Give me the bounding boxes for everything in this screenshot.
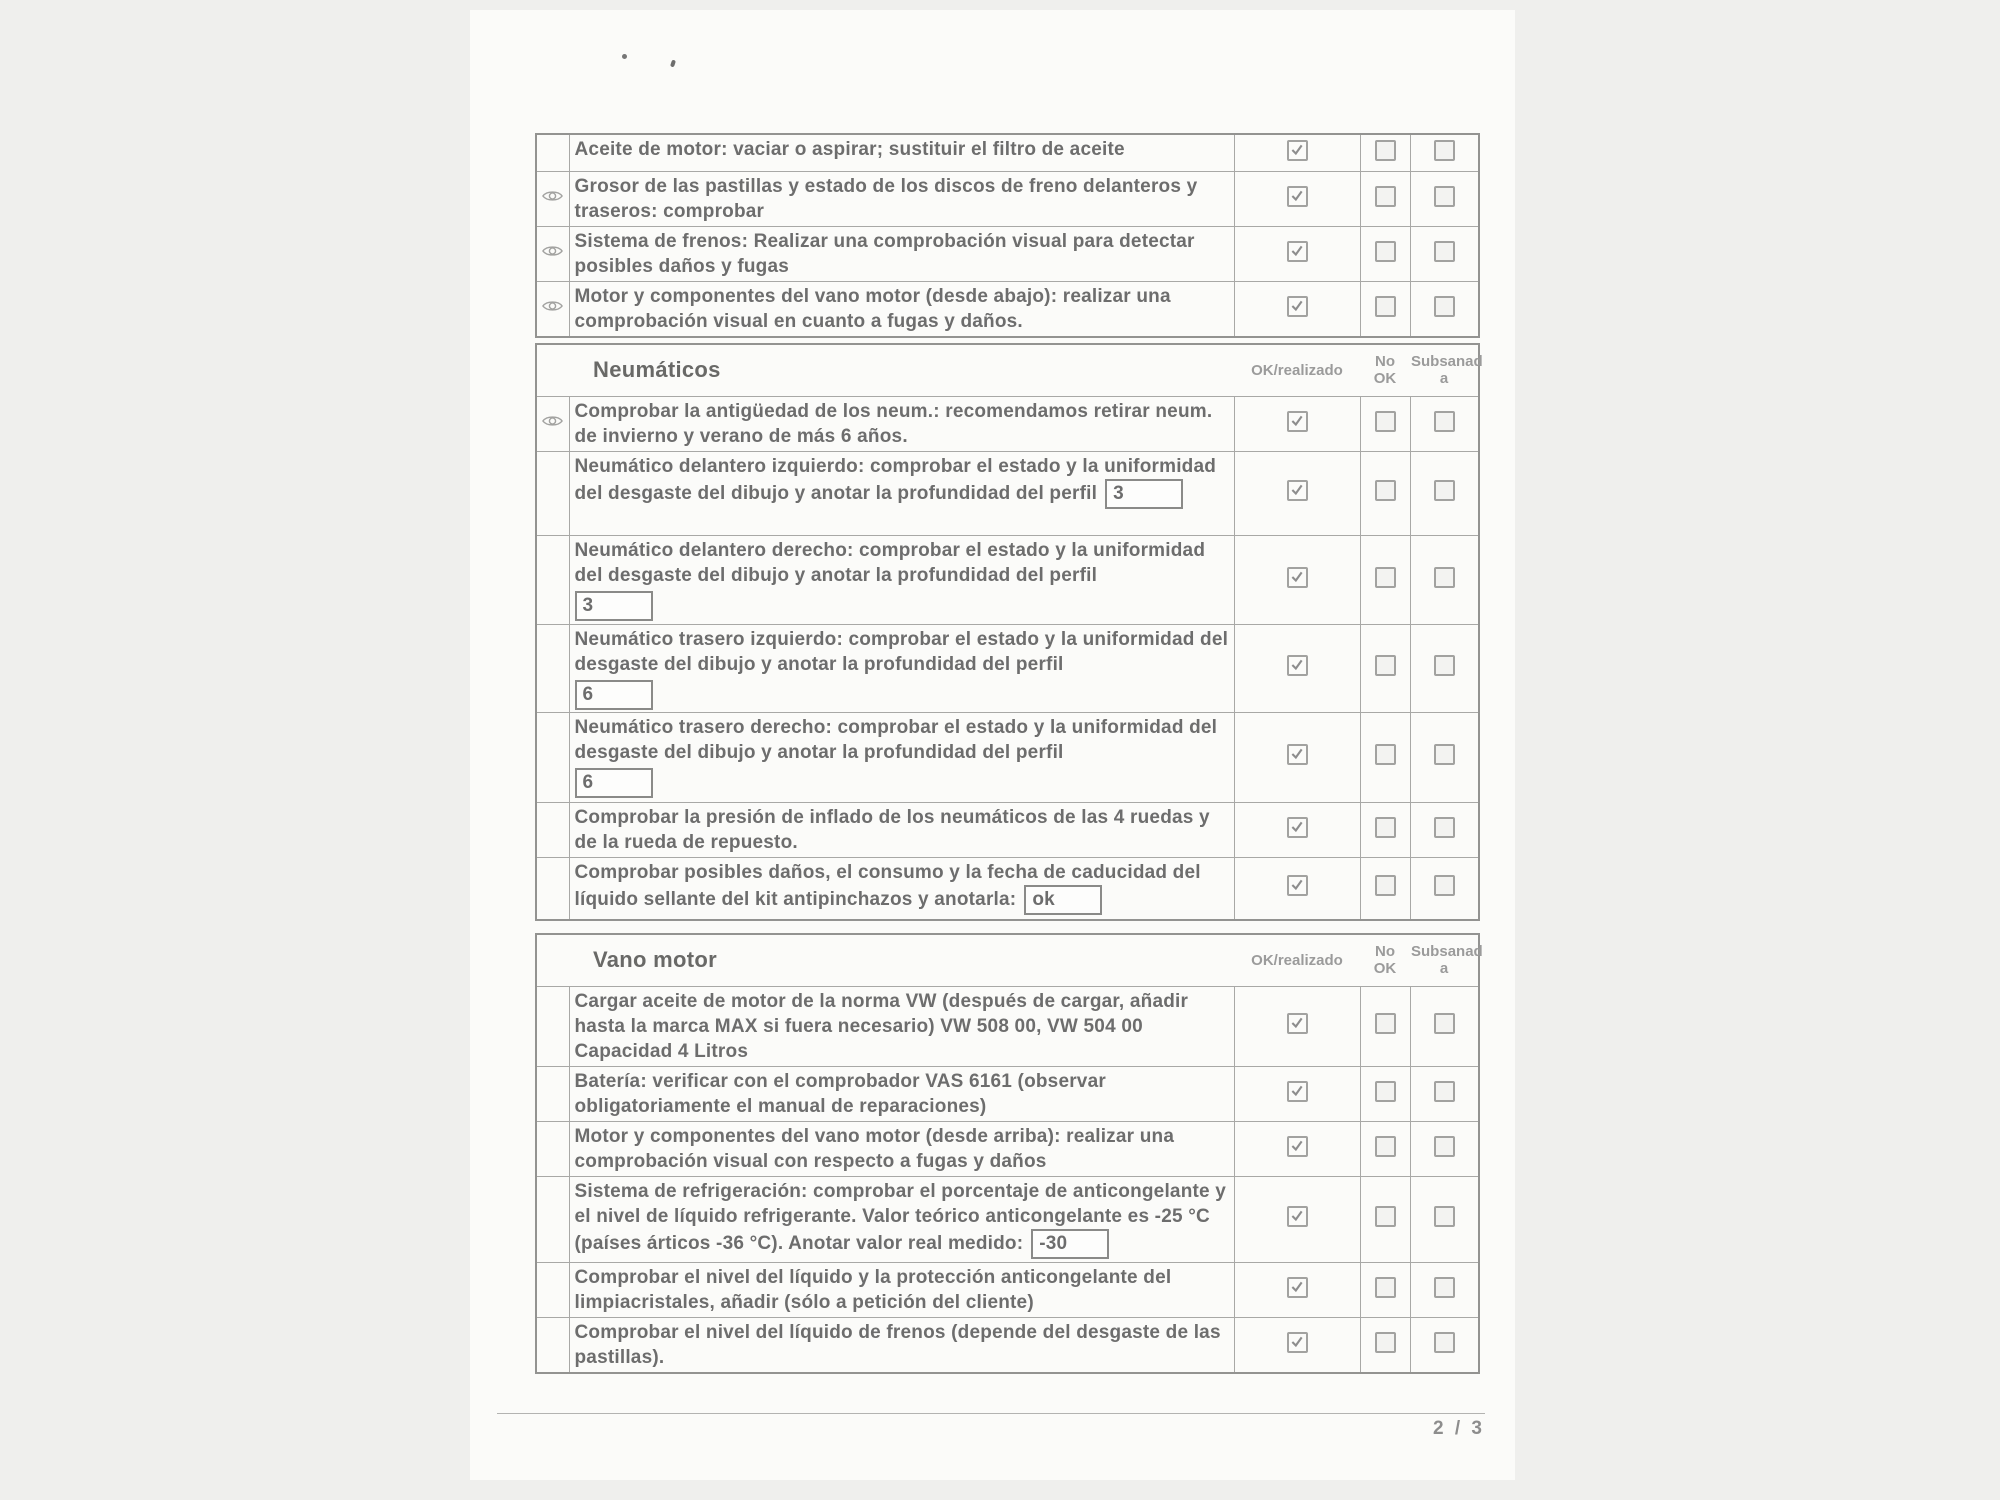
checkbox-subsanado[interactable] [1434, 1081, 1455, 1102]
row-grosor-pastillas [536, 171, 1479, 226]
checkbox-subsanado[interactable] [1434, 817, 1455, 838]
checkbox-subsanado[interactable] [1434, 140, 1455, 161]
row-cargar-aceite [536, 986, 1479, 1066]
checkbox-no-ok[interactable] [1375, 1013, 1396, 1034]
task-text: Motor y componentes del vano motor (desde abajo): realizar una comprobación visual en cuanto a fugas y daños. [574, 285, 1171, 332]
checkbox-ok-realizado[interactable] [1287, 186, 1308, 207]
checkbox-subsanado[interactable] [1434, 296, 1455, 317]
checkbox-subsanado[interactable] [1434, 411, 1455, 432]
checkbox-subsanado[interactable] [1434, 1332, 1455, 1353]
checkbox-no-ok[interactable] [1375, 1081, 1396, 1102]
task-text: Neumático trasero derecho: comprobar el estado y la uniformidad del desgaste del dibujo y anotar la profundidad del perfil [574, 716, 1218, 763]
checkbox-no-ok[interactable] [1375, 1136, 1396, 1157]
column-header-subsanado: Subsanad a [1410, 934, 1479, 986]
section-title-vano-motor: Vano motor [536, 934, 1234, 986]
checkbox-ok-realizado[interactable] [1287, 744, 1308, 765]
checkbox-ok-realizado[interactable] [1287, 411, 1308, 432]
input-profundidad-delantero-derecho[interactable]: 3 [575, 591, 653, 621]
task-text: Batería: verificar con el comprobador VAS 6161 (observar obligatoriamente el manual de reparaciones) [574, 1070, 1106, 1117]
eye-icon [541, 188, 564, 204]
section-header-row [536, 344, 1479, 396]
column-header-ok-realizado: OK/realizado [1234, 344, 1360, 396]
eye-icon [541, 243, 564, 259]
task-text: Comprobar la presión de inflado de los neumáticos de las 4 ruedas y de la rueda de repuesto. [574, 806, 1210, 853]
input-profundidad-trasero-izquierdo[interactable]: 6 [575, 680, 653, 710]
row-neumatico-delantero-izquierdo [536, 451, 1479, 535]
task-text: Motor y componentes del vano motor (desde arriba): realizar una comprobación visual con respecto a fugas y daños [574, 1125, 1175, 1172]
page-number: 2 / 3 [1433, 1418, 1485, 1439]
checkbox-no-ok[interactable] [1375, 480, 1396, 501]
checkbox-ok-realizado[interactable] [1287, 567, 1308, 588]
checkbox-no-ok[interactable] [1375, 296, 1396, 317]
row-liquido-frenos [536, 1317, 1479, 1373]
task-text: Grosor de las pastillas y estado de los discos de freno delanteros y traseros: comprobar [574, 175, 1198, 222]
checkbox-ok-realizado[interactable] [1287, 1332, 1308, 1353]
row-bateria [536, 1066, 1479, 1121]
column-header-no-ok: No OK [1360, 344, 1410, 396]
checkbox-ok-realizado[interactable] [1287, 241, 1308, 262]
checkbox-no-ok[interactable] [1375, 567, 1396, 588]
checkbox-ok-realizado[interactable] [1287, 1081, 1308, 1102]
row-sistema-refrigeracion [536, 1176, 1479, 1262]
input-caducidad-liquido-sellante[interactable]: ok [1024, 885, 1102, 915]
checkbox-no-ok[interactable] [1375, 1206, 1396, 1227]
checkbox-no-ok[interactable] [1375, 186, 1396, 207]
ink-speck [622, 54, 627, 59]
column-header-subsanado: Subsanad a [1410, 344, 1479, 396]
task-text: Sistema de refrigeración: comprobar el porcentaje de anticongelante y el nivel de líquido refrigerante. Valor teórico anticongelante es -25 °C (países árticos -36 °C). Anotar valor real medido: [574, 1180, 1227, 1254]
checkbox-subsanado[interactable] [1434, 1206, 1455, 1227]
checkbox-subsanado[interactable] [1434, 186, 1455, 207]
input-valor-real-medido[interactable]: -30 [1031, 1229, 1109, 1259]
task-text: Sistema de frenos: Realizar una comprobación visual para detectar posibles daños y fugas [574, 230, 1195, 277]
checkbox-no-ok[interactable] [1375, 411, 1396, 432]
task-text: Neumático delantero izquierdo: comprobar el estado y la uniformidad del desgaste del dibujo y anotar la profundidad del perfil [574, 455, 1217, 504]
checkbox-ok-realizado[interactable] [1287, 1136, 1308, 1157]
task-text: Aceite de motor: vaciar o aspirar; sustituir el filtro de aceite [574, 139, 1125, 160]
checkbox-ok-realizado[interactable] [1287, 817, 1308, 838]
row-motor-vano-abajo [536, 281, 1479, 337]
row-neumatico-trasero-derecho [536, 712, 1479, 802]
checkbox-ok-realizado[interactable] [1287, 1277, 1308, 1298]
task-text: Comprobar posibles daños, el consumo y la fecha de caducidad del líquido sellante del kit antipinchazos y anotarla: [574, 861, 1201, 910]
task-text: Neumático delantero derecho: comprobar el estado y la uniformidad del desgaste del dibujo y anotar la profundidad del perfil [574, 539, 1206, 586]
checkbox-no-ok[interactable] [1375, 140, 1396, 161]
checkbox-ok-realizado[interactable] [1287, 480, 1308, 501]
scanned-page [470, 10, 1515, 1480]
task-text: Comprobar el nivel del líquido de frenos (depende del desgaste de las pastillas). [574, 1321, 1221, 1368]
checkbox-ok-realizado[interactable] [1287, 875, 1308, 896]
task-text: Comprobar el nivel del líquido y la protección anticongelante del limpiacristales, añadir (sólo a petición del cliente) [574, 1266, 1172, 1313]
checkbox-subsanado[interactable] [1434, 480, 1455, 501]
checkbox-no-ok[interactable] [1375, 1332, 1396, 1353]
task-text: Neumático trasero izquierdo: comprobar el estado y la uniformidad del desgaste del dibujo y anotar la profundidad del perfil [574, 628, 1229, 675]
row-sistema-frenos [536, 226, 1479, 281]
checkbox-no-ok[interactable] [1375, 744, 1396, 765]
section-header-row [536, 934, 1479, 986]
checkbox-subsanado[interactable] [1434, 744, 1455, 765]
checkbox-ok-realizado[interactable] [1287, 296, 1308, 317]
input-profundidad-delantero-izquierdo[interactable]: 3 [1105, 479, 1183, 509]
checkbox-no-ok[interactable] [1375, 655, 1396, 676]
checkbox-subsanado[interactable] [1434, 875, 1455, 896]
footer-rule [497, 1413, 1485, 1414]
checkbox-no-ok[interactable] [1375, 1277, 1396, 1298]
checkbox-subsanado[interactable] [1434, 567, 1455, 588]
ink-speck [670, 60, 676, 68]
row-aceite-motor [536, 134, 1479, 171]
row-antiguedad-neumaticos [536, 396, 1479, 451]
row-kit-antipinchazos [536, 857, 1479, 920]
row-neumatico-delantero-derecho [536, 535, 1479, 624]
checkbox-ok-realizado[interactable] [1287, 1013, 1308, 1034]
row-liquido-limpiacristales [536, 1262, 1479, 1317]
checkbox-ok-realizado[interactable] [1287, 655, 1308, 676]
task-text: Cargar aceite de motor de la norma VW (después de cargar, añadir hasta la marca MAX si fuera necesario) VW 508 00, VW 504 00 Capacidad 4 Litros [574, 990, 1189, 1062]
checkbox-no-ok[interactable] [1375, 817, 1396, 838]
checkbox-subsanado[interactable] [1434, 1277, 1455, 1298]
checkbox-no-ok[interactable] [1375, 241, 1396, 262]
checkbox-subsanado[interactable] [1434, 241, 1455, 262]
checkbox-ok-realizado[interactable] [1287, 1206, 1308, 1227]
checklist-table-neumaticos [535, 343, 1483, 921]
task-text: Comprobar la antigüedad de los neum.: recomendamos retirar neum. de invierno y verano de más 6 años. [574, 400, 1213, 447]
checklist-table-vano-motor [535, 933, 1483, 1374]
eye-icon-cell [536, 134, 569, 171]
section-title-neumaticos: Neumáticos [536, 344, 1234, 396]
checklist-table-top [535, 133, 1480, 338]
row-motor-vano-arriba [536, 1121, 1479, 1176]
eye-icon [541, 298, 564, 314]
checkbox-subsanado[interactable] [1434, 1136, 1455, 1157]
checkbox-subsanado[interactable] [1434, 655, 1455, 676]
checkbox-subsanado[interactable] [1434, 1013, 1455, 1034]
checkbox-ok-realizado[interactable] [1287, 140, 1308, 161]
checkbox-no-ok[interactable] [1375, 875, 1396, 896]
eye-icon [541, 413, 564, 429]
row-neumatico-trasero-izquierdo [536, 624, 1479, 712]
column-header-no-ok: No OK [1360, 934, 1410, 986]
column-header-ok-realizado: OK/realizado [1234, 934, 1360, 986]
input-profundidad-trasero-derecho[interactable]: 6 [575, 768, 653, 798]
row-presion-inflado [536, 802, 1479, 857]
